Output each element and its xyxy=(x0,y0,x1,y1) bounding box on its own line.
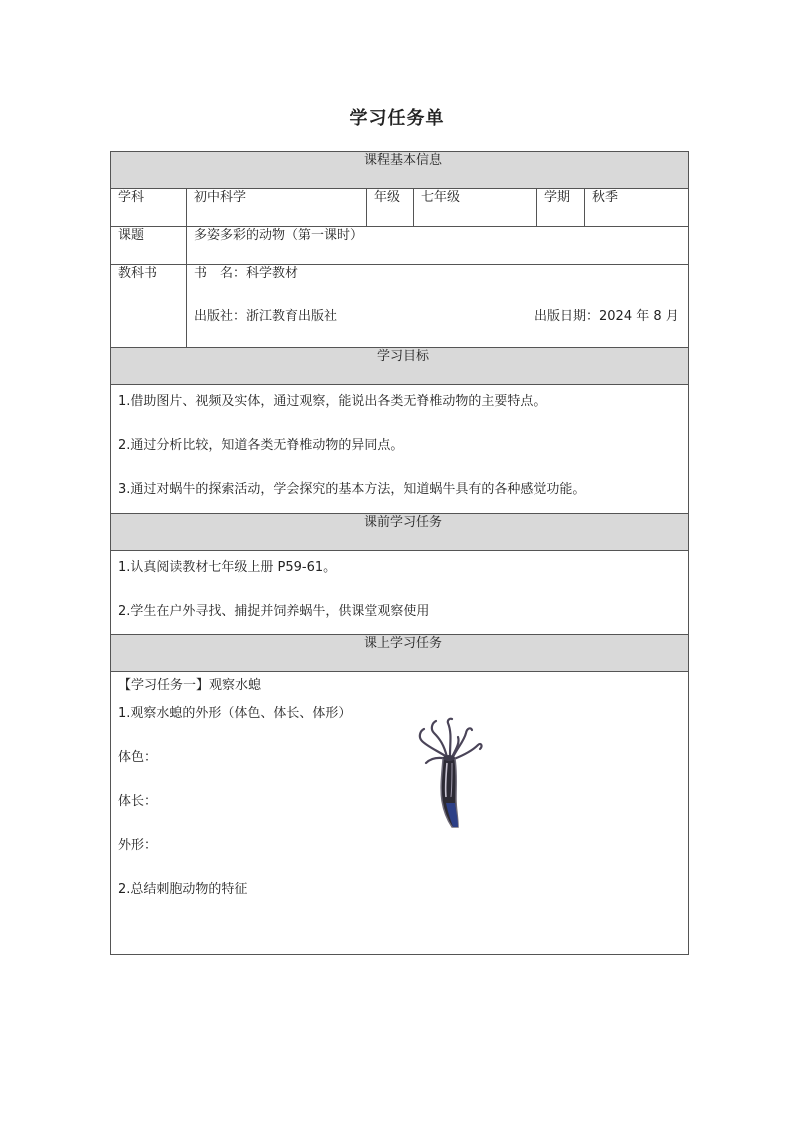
topic-label: 课题 xyxy=(111,227,187,265)
pre-class-row xyxy=(111,551,689,635)
objective-item: 2.通过分析比较，知道各类无脊椎动物的异同点。 xyxy=(118,438,404,453)
subject-label: 学科 xyxy=(111,189,187,227)
task-heading: 【学习任务一】观察水螅 xyxy=(118,678,262,693)
objectives-row xyxy=(111,385,689,514)
publisher: 出版社：浙江教育出版社 xyxy=(194,309,338,324)
objective-item: 1.借助图片、视频及实体，通过观察，能说出各类无脊椎动物的主要特点。 xyxy=(118,394,547,409)
task-sheet-table xyxy=(110,151,689,955)
pre-class-task-list xyxy=(111,551,689,635)
info-row-subject xyxy=(111,189,689,227)
in-class-row xyxy=(111,672,689,955)
pre-task-item: 2.学生在户外寻找、捕捉并饲养蜗牛，供课堂观察使用 xyxy=(118,604,430,619)
question-1: 1.观察水螅的外形（体色、体长、体形） xyxy=(118,706,352,721)
hydra-illustration xyxy=(414,717,486,832)
pre-task-item: 1.认真阅读教材七年级上册 P59-61。 xyxy=(118,560,337,575)
grade-value: 七年级 xyxy=(414,189,537,227)
info-row-textbook xyxy=(111,265,689,348)
body-length-label: 体长： xyxy=(118,794,158,809)
section-header-objectives xyxy=(111,348,689,385)
section-title: 课前学习任务 xyxy=(111,514,689,551)
section-header-in-class xyxy=(111,635,689,672)
body-shape-label: 外形： xyxy=(118,838,158,853)
term-value: 秋季 xyxy=(585,189,689,227)
section-header-pre-class xyxy=(111,514,689,551)
term-label: 学期 xyxy=(537,189,585,227)
section-title: 课程基本信息 xyxy=(111,152,689,189)
section-title: 课上学习任务 xyxy=(111,635,689,672)
publication-date: 出版日期：2024 年 8 月 xyxy=(534,309,679,324)
section-title: 学习目标 xyxy=(111,348,689,385)
book-name: 书 名：科学教材 xyxy=(194,266,299,281)
section-header-basic-info xyxy=(111,152,689,189)
objective-item: 3.通过对蜗牛的探索活动，学会探究的基本方法，知道蜗牛具有的各种感觉功能。 xyxy=(118,482,586,497)
objectives-list xyxy=(111,385,689,514)
textbook-details xyxy=(187,265,689,348)
topic-value: 多姿多彩的动物（第一课时） xyxy=(187,227,689,265)
question-2: 2.总结刺胞动物的特征 xyxy=(118,882,248,897)
body-color-label: 体色： xyxy=(118,750,158,765)
subject-value: 初中科学 xyxy=(187,189,367,227)
page-title: 学习任务单 xyxy=(349,108,445,129)
in-class-task-content xyxy=(111,672,689,955)
grade-label: 年级 xyxy=(367,189,414,227)
info-row-topic xyxy=(111,227,689,265)
textbook-label: 教科书 xyxy=(111,265,187,348)
